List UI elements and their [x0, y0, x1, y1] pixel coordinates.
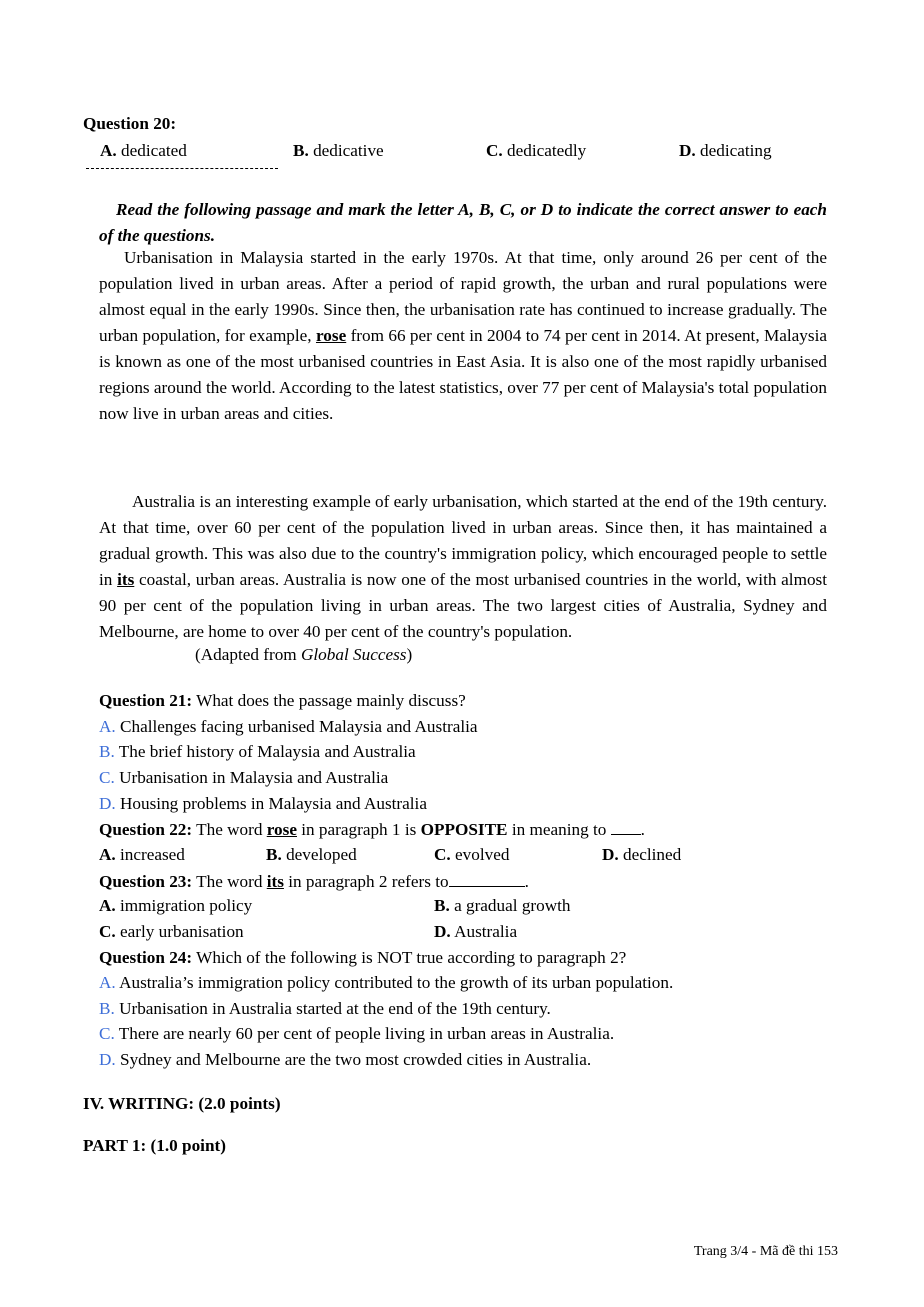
option-letter: C. [486, 141, 503, 160]
q20-option-c[interactable] [486, 141, 586, 161]
option-text: dedicated [121, 141, 187, 160]
option-letter: D. [679, 141, 696, 160]
q22-option-c[interactable]: C. evolved [434, 845, 510, 864]
q21-option-b[interactable]: B. The brief history of Malaysia and Australia [99, 742, 416, 761]
answer-blank [611, 818, 641, 835]
option-text: dedicative [313, 141, 384, 160]
q23-option-c[interactable]: C. early urbanisation [99, 922, 244, 941]
q23-option-d[interactable]: D. Australia [434, 922, 518, 941]
passage-paragraph-2: Australia is an interesting example of early urbanisation, which started at the end of the 19th century. At that time, over 60 per cent of the population lived in urban areas. Since then, it has maintained a gradual growth. This was also due to the country's immigration policy, which encouraged people to settle in its coastal, urban areas. Australia is now one of the most urbanised countries in the world, with almost 90 per cent of the population living in urban areas. The two largest cities of Australia, Sydney and Melbourne, are home to over 40 per cent of the country's population. [99, 492, 828, 641]
q24-option-b[interactable]: B. Urbanisation in Australia started at the end of the 19th century. [99, 999, 551, 1018]
q21-option-d[interactable]: D. Housing problems in Malaysia and Australia [99, 794, 427, 813]
part-1-heading: PART 1: (1.0 point) [83, 1136, 226, 1155]
q23-option-b[interactable]: B. a gradual growth [434, 896, 571, 915]
question-24: Question 24: Which of the following is NOT true according to paragraph 2? [99, 948, 627, 967]
q24-option-d[interactable]: D. Sydney and Melbourne are the two most crowded cities in Australia. [99, 1050, 592, 1069]
q20-option-b[interactable] [293, 141, 384, 161]
keyword-its: its [117, 570, 135, 589]
q22-option-b[interactable]: B. developed [266, 845, 357, 864]
option-letter: B. [293, 141, 309, 160]
q21-option-a[interactable]: A. Challenges facing urbanised Malaysia and Australia [99, 717, 478, 736]
reading-instruction: Read the following passage and mark the letter A, B, C, or D to indicate the correct answer to each of the questions. [99, 200, 827, 245]
dashed-divider [86, 168, 278, 169]
question-23: Question 23: The word its in paragraph 2 refers to . [99, 872, 529, 891]
q22-option-a[interactable]: A. increased [99, 845, 185, 864]
question-22: Question 22: The word rose in paragraph 1 is OPPOSITE in meaning to . [99, 820, 645, 839]
option-letter: A. [100, 141, 117, 160]
q24-option-c[interactable]: C. There are nearly 60 per cent of people living in urban areas in Australia. [99, 1024, 615, 1043]
keyword-rose: rose [315, 326, 347, 345]
q22-option-d[interactable]: D. declined [602, 845, 682, 864]
keyword-its: its [266, 872, 284, 891]
page-footer: Trang 3/4 - Mã đề thi 153 [693, 1244, 838, 1259]
question-20-title: Question 20: [83, 114, 177, 133]
answer-blank [449, 870, 525, 887]
keyword-rose: rose [266, 820, 297, 839]
passage-paragraph-1: Urbanisation in Malaysia started in the early 1970s. At that time, only around 26 per cent of the population lived in urban areas. After a period of rapid growth, the urban and rural populations were almost equal in the early 1990s. Since then, the urbanisation rate has continued to increase gradually. The urban population, for example, rose from 66 per cent in 2004 to 74 per cent in 2014. At present, Malaysia is known as one of the most urbanised countries in East Asia. It is also one of the most rapidly urbanised regions around the world. According to the latest statistics, over 77 per cent of Malaysia's total population now live in urban areas and cities. [99, 248, 827, 423]
q21-option-c[interactable]: C. Urbanisation in Malaysia and Australia [99, 768, 389, 787]
q23-option-a[interactable]: A. immigration policy [99, 896, 253, 915]
passage-source: (Adapted from Global Success) [195, 645, 413, 664]
question-21: Question 21: What does the passage mainly discuss? [99, 691, 466, 710]
q20-option-d[interactable] [679, 141, 772, 161]
source-title: Global Success [300, 645, 407, 664]
option-text: dedicatedly [507, 141, 587, 160]
option-text: dedicating [700, 141, 772, 160]
q20-option-a[interactable] [100, 141, 187, 161]
writing-heading: IV. WRITING: (2.0 points) [83, 1094, 281, 1113]
q24-option-a[interactable]: A. Australia’s immigration policy contributed to the growth of its urban population. [99, 973, 674, 992]
